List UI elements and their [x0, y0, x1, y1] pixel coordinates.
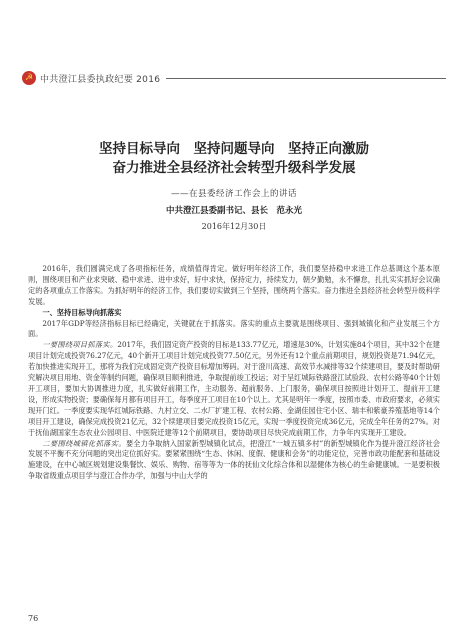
body-paragraph	[28, 439, 440, 483]
paragraph-text: 要全力争取纳入国家新型城镇化试点，把澄江“一城五镇多村”的新型城镇化作为提升澄江经济社会发展不平衡不充分问题的突出定位抓好实。要紧紧围绕“生态、休闲、度假、健康和会务”的功能定位，完善市政功能配套和基础设施建设，在中心城区规划建设集餐饮、娱乐、购物、宿等等为一体的抚仙文化综合体和以湿健体为核心的生命健康城。一是要积极争取省级重点项目学与澄江合作办学，加强与中山大学的	[28, 438, 440, 481]
article-title-line2: 奋力推进全县经济社会转型升级科学发展	[112, 160, 356, 176]
article-title-line1: 坚持目标导向 坚持问题导向 坚持正向激励	[99, 141, 369, 157]
header-title: 中共澄江县委执政纪要 2016	[40, 74, 161, 85]
paragraph-lead: 二要围绕城镇化抓落实。	[42, 438, 126, 448]
article-date: 2016年12月30日	[201, 222, 267, 231]
body-paragraph: 2017年GDP等经济指标目标已经确定，关键就在于抓落实。落实的重点主要就是围绕项目、强到城镇化和产业发展三个方面。	[28, 318, 440, 339]
article-author: 中共澄江县委副书记、县长 范永光	[165, 206, 302, 216]
paragraph-text: 2017年，我们固定资产投资的目标是133.77亿元，增速是30%，计划实施84个项目，其中32个在建项目计划完成投资76.27亿元，40个新开工项目计划完成投资77.50亿元，另外还有12个重点前期项目，规划投资是71.94亿元，若加快推进实现开工，那将为我们完成固定资产投资目标增加筹码。对于澄川高速、高效节水减排等32个续建项目，要及时帮助研究解决项目用地、资金等制约问题，确保项目顺利推进，争取提前竣工投运；对于呈红城际铁路澄江试验段、农村公路等40个计划开工项目，要加大协调推进力度，扎实做好前期工作，主动服务、超前服务、上门服务，确保项目按照进计划开工、提前开工建设，形成实物投资；要确保每月都有项目开工，每季度开工项目在10个以上。尤其是明年一季度，按照市委、市政府要求，必须实现开门红。一季度要实现华红城际铁路、九村立交、二水厂扩建工程、农村公路、金湖佳园住宅小区、瑞丰和紫豪养殖基地等14个项目开工建设，确保完成投资21亿元，32个续建项目要完成投资15亿元，实现一季度投资完成36亿元，完成全年任务的27%。对于抚仙湖国家生态农业公园项目、中医院迁建等12个前期项目，要协助项目尽快完成前期工作，力争年内实现开工建设。	[28, 340, 440, 437]
page-number: 76	[28, 614, 39, 623]
header-rule	[166, 78, 446, 79]
page-header	[22, 70, 446, 86]
intro-paragraph: 2016年，我们圆满完成了各项指标任务，成绩值得肯定。做好明年经济工作，我们要坚持稳中求进工作总基调这个基本原则，围绕项目和产业求突破、稳中求进、进中求好，好中求快，保持定力，持续发力，朝夕勤勉，永不懈怠，扎扎实实抓好会议确定的各项重点工作落实。为抓好明年的经济工作，我们要切实做到三个坚持，围绕两个落实。奋力推进全县经济社会转型升级科学发展。	[28, 264, 440, 306]
party-emblem-icon: ☭	[22, 71, 36, 85]
article-subtitle: ——在县委经济工作会上的讲话	[170, 189, 297, 199]
section-heading: 一、坚持目标导向抓落实	[42, 307, 122, 317]
body-paragraph	[28, 340, 440, 438]
article-body	[28, 264, 440, 482]
paragraph-lead: 一要围绕项目抓落实。	[42, 340, 118, 350]
